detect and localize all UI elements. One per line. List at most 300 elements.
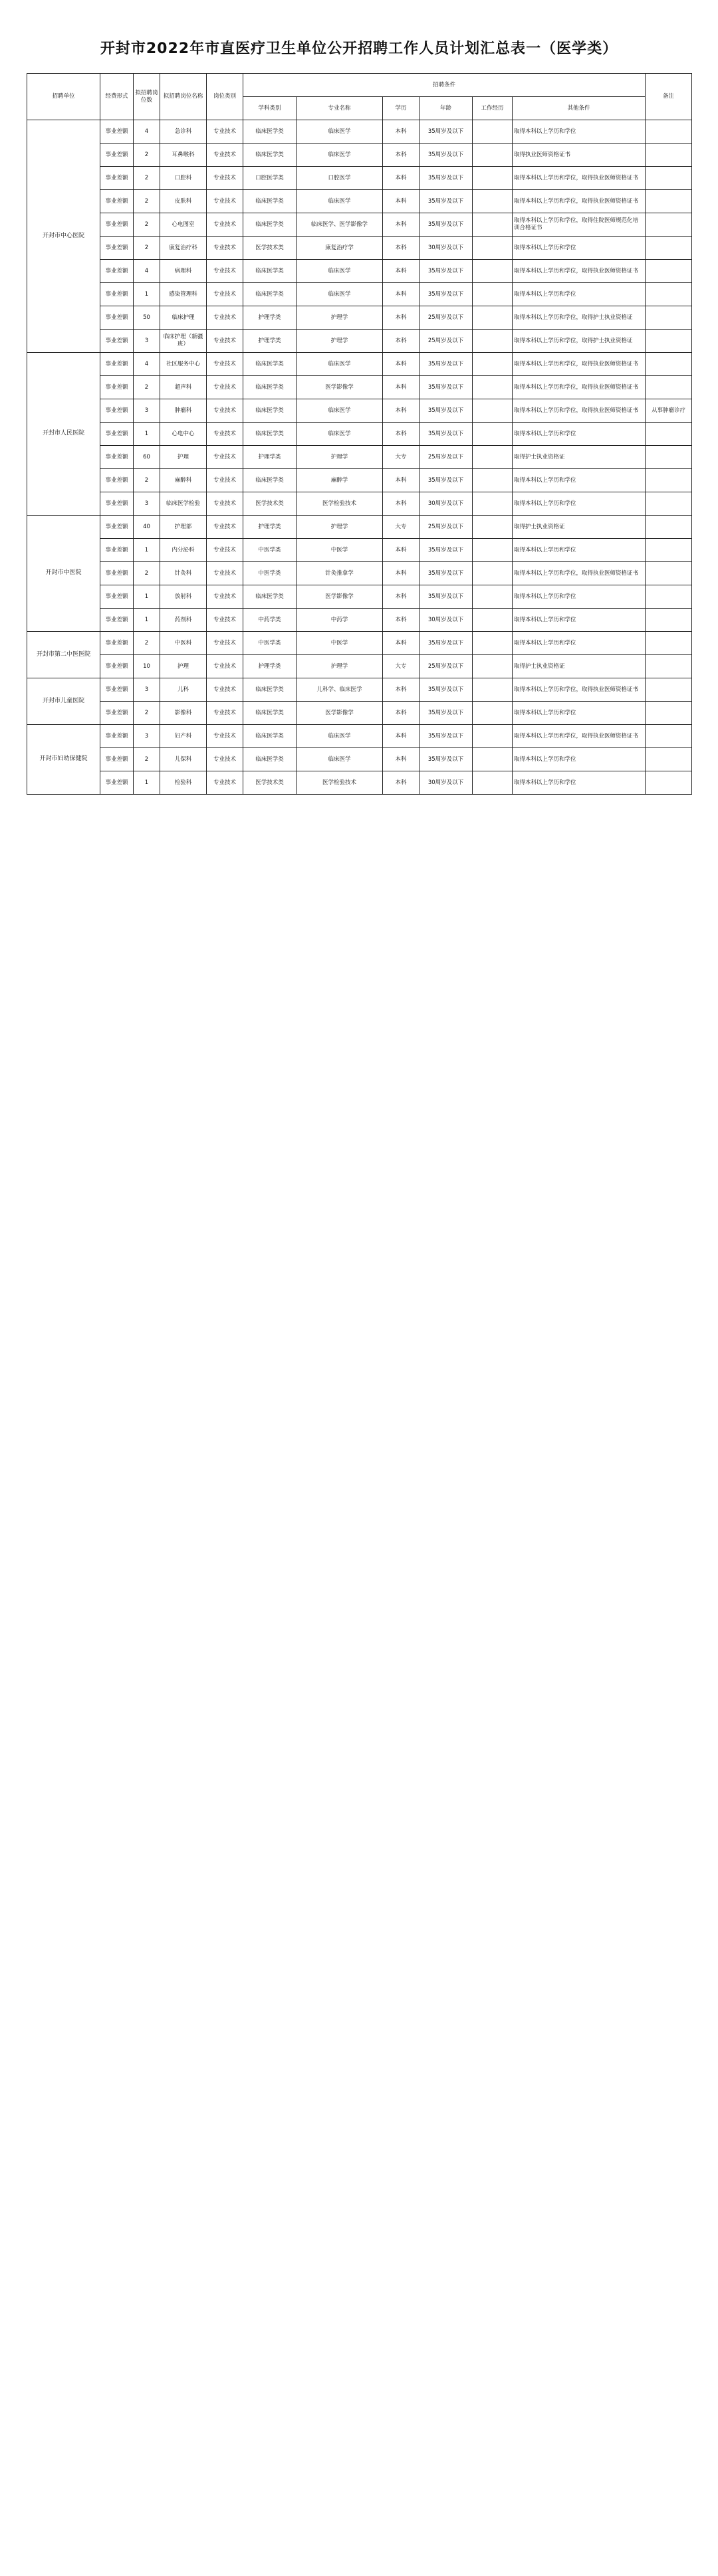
cell-subject: 护理学类 (243, 446, 297, 469)
cell-post-category: 专业技术 (207, 469, 243, 492)
cell-other: 取得本科以上学历和学位 (513, 702, 646, 725)
cell-other: 取得本科以上学历和学位 (513, 283, 646, 306)
header-count: 拟招聘岗位数 (134, 74, 160, 120)
cell-other: 取得本科以上学历和学位，取得执业医师资格证书 (513, 190, 646, 213)
cell-degree: 本科 (383, 144, 419, 167)
cell-post-category: 专业技术 (207, 376, 243, 399)
cell-post: 儿保科 (160, 748, 207, 771)
header-note: 备注 (646, 74, 692, 120)
header-post-category: 岗位类别 (207, 74, 243, 120)
cell-post: 康复治疗科 (160, 237, 207, 260)
cell-age: 25周岁及以下 (419, 516, 473, 539)
cell-subject: 临床医学类 (243, 376, 297, 399)
cell-post-category: 专业技术 (207, 399, 243, 423)
cell-degree: 本科 (383, 492, 419, 516)
cell-experience (473, 283, 513, 306)
cell-note (646, 376, 692, 399)
cell-post-category: 专业技术 (207, 237, 243, 260)
cell-age: 35周岁及以下 (419, 213, 473, 237)
cell-other: 取得本科以上学历和学位，取得执业医师资格证书 (513, 562, 646, 585)
cell-count: 3 (134, 678, 160, 702)
cell-post: 超声科 (160, 376, 207, 399)
cell-degree: 本科 (383, 190, 419, 213)
cell-other: 取得本科以上学历和学位 (513, 748, 646, 771)
cell-major: 临床医学、医学影像学 (297, 213, 383, 237)
table-row (27, 144, 692, 167)
cell-other: 取得本科以上学历和学位 (513, 237, 646, 260)
table-row (27, 771, 692, 795)
cell-age: 35周岁及以下 (419, 469, 473, 492)
cell-post-category: 专业技术 (207, 632, 243, 655)
cell-degree: 本科 (383, 260, 419, 283)
cell-major: 临床医学 (297, 353, 383, 376)
cell-note (646, 678, 692, 702)
cell-experience (473, 725, 513, 748)
cell-post: 影像科 (160, 702, 207, 725)
cell-age: 35周岁及以下 (419, 585, 473, 609)
cell-post: 感染管理科 (160, 283, 207, 306)
cell-funding: 事业差额 (100, 399, 134, 423)
cell-degree: 本科 (383, 609, 419, 632)
cell-count: 2 (134, 190, 160, 213)
cell-degree: 本科 (383, 469, 419, 492)
cell-note (646, 446, 692, 469)
cell-subject: 临床医学类 (243, 144, 297, 167)
table-row (27, 423, 692, 446)
cell-degree: 本科 (383, 725, 419, 748)
cell-major: 临床医学 (297, 190, 383, 213)
cell-subject: 护理学类 (243, 330, 297, 353)
cell-post: 耳鼻喉科 (160, 144, 207, 167)
table-row (27, 237, 692, 260)
cell-subject: 护理学类 (243, 306, 297, 330)
cell-other: 取得本科以上学历和学位，取得护士执业资格证 (513, 330, 646, 353)
cell-funding: 事业差额 (100, 260, 134, 283)
cell-post: 护理 (160, 446, 207, 469)
cell-subject: 临床医学类 (243, 469, 297, 492)
cell-age: 35周岁及以下 (419, 190, 473, 213)
cell-degree: 本科 (383, 213, 419, 237)
cell-note (646, 306, 692, 330)
cell-post: 临床医学检验 (160, 492, 207, 516)
cell-age: 35周岁及以下 (419, 353, 473, 376)
header-post: 拟招聘岗位名称 (160, 74, 207, 120)
cell-unit: 开封市儿童医院 (27, 678, 100, 725)
cell-subject: 医学技术类 (243, 771, 297, 795)
table-row (27, 516, 692, 539)
cell-age: 30周岁及以下 (419, 771, 473, 795)
cell-post-category: 专业技术 (207, 516, 243, 539)
cell-subject: 中药学类 (243, 609, 297, 632)
cell-degree: 本科 (383, 771, 419, 795)
cell-experience (473, 376, 513, 399)
cell-count: 1 (134, 283, 160, 306)
cell-other: 取得护士执业资格证 (513, 516, 646, 539)
cell-experience (473, 213, 513, 237)
cell-experience (473, 423, 513, 446)
cell-post-category: 专业技术 (207, 190, 243, 213)
cell-experience (473, 260, 513, 283)
cell-degree: 本科 (383, 237, 419, 260)
cell-post: 临床护理（新疆班） (160, 330, 207, 353)
table-row (27, 376, 692, 399)
table-row (27, 190, 692, 213)
cell-degree: 本科 (383, 306, 419, 330)
cell-other: 取得护士执业资格证 (513, 446, 646, 469)
cell-age: 30周岁及以下 (419, 237, 473, 260)
table-row (27, 539, 692, 562)
cell-subject: 临床医学类 (243, 748, 297, 771)
header-major: 专业名称 (297, 97, 383, 120)
cell-post: 急诊科 (160, 120, 207, 144)
table-body (27, 120, 692, 795)
cell-unit: 开封市人民医院 (27, 353, 100, 516)
cell-major: 临床医学 (297, 725, 383, 748)
table-row (27, 655, 692, 678)
cell-experience (473, 399, 513, 423)
cell-unit: 开封市中医院 (27, 516, 100, 632)
header-other: 其他条件 (513, 97, 646, 120)
cell-major: 临床医学 (297, 283, 383, 306)
cell-age: 35周岁及以下 (419, 120, 473, 144)
cell-post-category: 专业技术 (207, 423, 243, 446)
cell-note (646, 748, 692, 771)
cell-note (646, 260, 692, 283)
cell-degree: 本科 (383, 585, 419, 609)
cell-other: 取得本科以上学历和学位，取得住院医师规范化培训合格证书 (513, 213, 646, 237)
table-row (27, 469, 692, 492)
table-row (27, 353, 692, 376)
table-row (27, 120, 692, 144)
cell-count: 50 (134, 306, 160, 330)
cell-unit: 开封市中心医院 (27, 120, 100, 353)
recruitment-table (27, 73, 692, 795)
table-row (27, 492, 692, 516)
cell-age: 35周岁及以下 (419, 399, 473, 423)
cell-count: 3 (134, 330, 160, 353)
cell-other: 取得本科以上学历和学位 (513, 423, 646, 446)
cell-post-category: 专业技术 (207, 167, 243, 190)
cell-funding: 事业差额 (100, 492, 134, 516)
cell-major: 中医学 (297, 632, 383, 655)
cell-post: 中医科 (160, 632, 207, 655)
cell-age: 35周岁及以下 (419, 260, 473, 283)
cell-post-category: 专业技术 (207, 748, 243, 771)
cell-funding: 事业差额 (100, 632, 134, 655)
cell-other: 取得本科以上学历和学位 (513, 469, 646, 492)
cell-age: 35周岁及以下 (419, 748, 473, 771)
cell-funding: 事业差额 (100, 655, 134, 678)
cell-experience (473, 632, 513, 655)
cell-degree: 本科 (383, 399, 419, 423)
cell-unit: 开封市第二中医医院 (27, 632, 100, 678)
cell-age: 30周岁及以下 (419, 492, 473, 516)
cell-post: 护理 (160, 655, 207, 678)
cell-note (646, 190, 692, 213)
cell-subject: 临床医学类 (243, 283, 297, 306)
cell-count: 1 (134, 609, 160, 632)
cell-degree: 本科 (383, 632, 419, 655)
cell-post: 内分泌科 (160, 539, 207, 562)
table-row (27, 167, 692, 190)
table-row (27, 748, 692, 771)
cell-count: 2 (134, 469, 160, 492)
cell-experience (473, 562, 513, 585)
cell-age: 35周岁及以下 (419, 283, 473, 306)
cell-other: 取得本科以上学历和学位 (513, 585, 646, 609)
cell-note (646, 167, 692, 190)
cell-funding: 事业差额 (100, 771, 134, 795)
cell-subject: 护理学类 (243, 655, 297, 678)
cell-experience (473, 516, 513, 539)
cell-subject: 临床医学类 (243, 585, 297, 609)
cell-post: 心电中心 (160, 423, 207, 446)
cell-note (646, 655, 692, 678)
cell-other: 取得护士执业资格证 (513, 655, 646, 678)
cell-degree: 大专 (383, 655, 419, 678)
cell-other: 取得本科以上学历和学位 (513, 609, 646, 632)
cell-subject: 临床医学类 (243, 120, 297, 144)
cell-major: 中药学 (297, 609, 383, 632)
cell-funding: 事业差额 (100, 190, 134, 213)
cell-funding: 事业差额 (100, 748, 134, 771)
cell-post: 病理科 (160, 260, 207, 283)
cell-experience (473, 237, 513, 260)
cell-major: 医学影像学 (297, 585, 383, 609)
cell-major: 康复治疗学 (297, 237, 383, 260)
cell-note (646, 632, 692, 655)
cell-subject: 医学技术类 (243, 237, 297, 260)
cell-major: 护理学 (297, 330, 383, 353)
cell-post-category: 专业技术 (207, 306, 243, 330)
cell-age: 35周岁及以下 (419, 144, 473, 167)
header-degree: 学历 (383, 97, 419, 120)
cell-experience (473, 330, 513, 353)
cell-subject: 临床医学类 (243, 678, 297, 702)
cell-note (646, 516, 692, 539)
cell-degree: 本科 (383, 376, 419, 399)
cell-funding: 事业差额 (100, 585, 134, 609)
cell-funding: 事业差额 (100, 609, 134, 632)
cell-note (646, 771, 692, 795)
cell-major: 医学影像学 (297, 376, 383, 399)
cell-subject: 临床医学类 (243, 725, 297, 748)
cell-post-category: 专业技术 (207, 446, 243, 469)
cell-degree: 本科 (383, 330, 419, 353)
cell-note (646, 585, 692, 609)
cell-other: 取得本科以上学历和学位 (513, 771, 646, 795)
cell-subject: 临床医学类 (243, 353, 297, 376)
cell-age: 25周岁及以下 (419, 446, 473, 469)
cell-count: 60 (134, 446, 160, 469)
cell-major: 护理学 (297, 655, 383, 678)
cell-major: 中医学 (297, 539, 383, 562)
cell-note (646, 120, 692, 144)
cell-experience (473, 771, 513, 795)
cell-experience (473, 306, 513, 330)
cell-other: 取得本科以上学历和学位，取得护士执业资格证 (513, 306, 646, 330)
cell-other: 取得本科以上学历和学位，取得执业医师资格证书 (513, 399, 646, 423)
cell-post-category: 专业技术 (207, 539, 243, 562)
cell-major: 临床医学 (297, 144, 383, 167)
cell-major: 针灸推拿学 (297, 562, 383, 585)
cell-major: 麻醉学 (297, 469, 383, 492)
cell-subject: 临床医学类 (243, 702, 297, 725)
header-unit: 招聘单位 (27, 74, 100, 120)
cell-degree: 本科 (383, 353, 419, 376)
cell-note (646, 283, 692, 306)
cell-post: 儿科 (160, 678, 207, 702)
cell-count: 3 (134, 492, 160, 516)
cell-count: 4 (134, 353, 160, 376)
cell-unit: 开封市妇幼保健院 (27, 725, 100, 795)
cell-count: 1 (134, 771, 160, 795)
cell-post: 社区服务中心 (160, 353, 207, 376)
cell-other: 取得本科以上学历和学位，取得执业医师资格证书 (513, 260, 646, 283)
cell-note (646, 725, 692, 748)
cell-funding: 事业差额 (100, 120, 134, 144)
cell-note: 从事肿瘤诊疗 (646, 399, 692, 423)
cell-post-category: 专业技术 (207, 562, 243, 585)
cell-other: 取得本科以上学历和学位，取得执业医师资格证书 (513, 376, 646, 399)
cell-other: 取得本科以上学历和学位，取得执业医师资格证书 (513, 167, 646, 190)
cell-age: 35周岁及以下 (419, 376, 473, 399)
cell-major: 临床医学 (297, 260, 383, 283)
cell-note (646, 539, 692, 562)
cell-count: 1 (134, 585, 160, 609)
cell-experience (473, 702, 513, 725)
cell-degree: 本科 (383, 748, 419, 771)
cell-subject: 口腔医学类 (243, 167, 297, 190)
cell-other: 取得本科以上学历和学位，取得执业医师资格证书 (513, 678, 646, 702)
cell-note (646, 492, 692, 516)
cell-experience (473, 492, 513, 516)
cell-major: 临床医学 (297, 748, 383, 771)
cell-major: 医学检验技术 (297, 492, 383, 516)
cell-post-category: 专业技术 (207, 330, 243, 353)
cell-post: 临床护理 (160, 306, 207, 330)
cell-major: 临床医学 (297, 399, 383, 423)
cell-funding: 事业差额 (100, 539, 134, 562)
cell-experience (473, 655, 513, 678)
cell-major: 护理学 (297, 306, 383, 330)
cell-post-category: 专业技术 (207, 283, 243, 306)
cell-count: 2 (134, 748, 160, 771)
table-row (27, 330, 692, 353)
cell-funding: 事业差额 (100, 144, 134, 167)
cell-note (646, 330, 692, 353)
cell-count: 1 (134, 423, 160, 446)
table-row (27, 609, 692, 632)
cell-funding: 事业差额 (100, 423, 134, 446)
cell-count: 10 (134, 655, 160, 678)
table-row (27, 260, 692, 283)
table-row (27, 632, 692, 655)
header-conditions: 招聘条件 (243, 74, 646, 97)
cell-experience (473, 120, 513, 144)
cell-note (646, 144, 692, 167)
cell-degree: 本科 (383, 678, 419, 702)
cell-age: 35周岁及以下 (419, 632, 473, 655)
cell-degree: 大专 (383, 516, 419, 539)
table-row (27, 213, 692, 237)
cell-funding: 事业差额 (100, 376, 134, 399)
header-age: 年龄 (419, 97, 473, 120)
header-experience: 工作经历 (473, 97, 513, 120)
cell-count: 3 (134, 399, 160, 423)
cell-funding: 事业差额 (100, 237, 134, 260)
cell-post-category: 专业技术 (207, 120, 243, 144)
cell-experience (473, 678, 513, 702)
cell-age: 25周岁及以下 (419, 306, 473, 330)
cell-count: 4 (134, 260, 160, 283)
table-row (27, 678, 692, 702)
cell-post: 麻醉科 (160, 469, 207, 492)
page-title: 开封市2022年市直医疗卫生单位公开招聘工作人员计划汇总表一（医学类） (100, 41, 618, 57)
header-funding: 经费形式 (100, 74, 134, 120)
cell-major: 临床医学 (297, 120, 383, 144)
cell-funding: 事业差额 (100, 678, 134, 702)
cell-post: 检验科 (160, 771, 207, 795)
table-row (27, 306, 692, 330)
cell-degree: 本科 (383, 539, 419, 562)
cell-post: 护理部 (160, 516, 207, 539)
cell-post: 药剂科 (160, 609, 207, 632)
cell-post-category: 专业技术 (207, 725, 243, 748)
cell-age: 25周岁及以下 (419, 330, 473, 353)
cell-count: 40 (134, 516, 160, 539)
table-row (27, 585, 692, 609)
cell-major: 口腔医学 (297, 167, 383, 190)
cell-subject: 临床医学类 (243, 190, 297, 213)
cell-post-category: 专业技术 (207, 353, 243, 376)
cell-note (646, 469, 692, 492)
cell-post-category: 专业技术 (207, 609, 243, 632)
header-subject: 学科类别 (243, 97, 297, 120)
cell-post-category: 专业技术 (207, 144, 243, 167)
cell-post-category: 专业技术 (207, 585, 243, 609)
cell-count: 2 (134, 702, 160, 725)
cell-count: 2 (134, 562, 160, 585)
table-row (27, 446, 692, 469)
cell-degree: 本科 (383, 702, 419, 725)
cell-subject: 中医学类 (243, 539, 297, 562)
cell-experience (473, 446, 513, 469)
cell-experience (473, 539, 513, 562)
cell-other: 取得执业医师资格证书 (513, 144, 646, 167)
table-row (27, 562, 692, 585)
cell-major: 护理学 (297, 516, 383, 539)
cell-count: 2 (134, 144, 160, 167)
cell-other: 取得本科以上学历和学位，取得执业医师资格证书 (513, 353, 646, 376)
cell-age: 30周岁及以下 (419, 609, 473, 632)
cell-age: 35周岁及以下 (419, 678, 473, 702)
cell-subject: 临床医学类 (243, 213, 297, 237)
cell-experience (473, 748, 513, 771)
cell-post-category: 专业技术 (207, 702, 243, 725)
cell-post-category: 专业技术 (207, 678, 243, 702)
cell-count: 2 (134, 213, 160, 237)
cell-age: 35周岁及以下 (419, 167, 473, 190)
cell-post-category: 专业技术 (207, 492, 243, 516)
cell-experience (473, 167, 513, 190)
cell-subject: 中医学类 (243, 562, 297, 585)
cell-count: 2 (134, 632, 160, 655)
cell-funding: 事业差额 (100, 167, 134, 190)
cell-post: 心电图室 (160, 213, 207, 237)
cell-experience (473, 353, 513, 376)
table-row (27, 283, 692, 306)
